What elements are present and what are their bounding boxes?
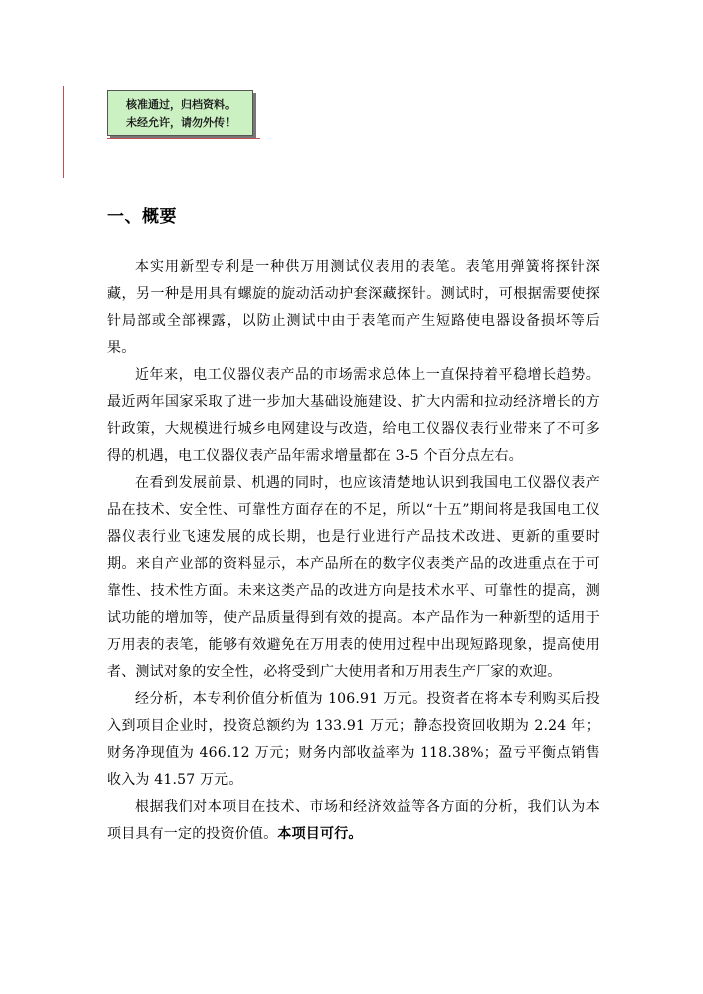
stamp-line-approved: 核准通过，归档资料。 bbox=[126, 98, 236, 111]
paragraph-financial-analysis: 经分析，本专利价值分析值为 106.91 万元。投资者在将本专利购买后投入到项目企业时，投资总额约为 133.91 万元；静态投资回收期为 2.24 年；财务净现值为 466.12 万元；财务内部收益率为 118.38%；盈亏平衡点销售收入为 41.57 万元。 bbox=[107, 691, 600, 788]
paragraph-development-outlook: 在看到发展前景、机遇的同时，也应该清楚地认识到我国电工仪器仪表产品在技术、安全性、可靠性方面存在的不足，所以“十五”期间将是我国电工仪器仪表行业飞速发展的成长期，也是行业进行产品技术改进、更新的重要时期。来自产业部的资料显示，本产品所在的数字仪表类产品的改进重点在于可靠性、技术性方面。未来这类产品的改进方向是技术水平、可靠性的提高，测试功能的增加等，使产品质量得到有效的提高。本产品作为一种新型的适用于万用表的表笔，能够有效避免在万用表的使用过程中出现短路现象，提高使用者、测试对象的安全性，必将受到广大使用者和万用表生产厂家的欢迎。 bbox=[107, 475, 600, 680]
approval-stamp-box bbox=[107, 90, 253, 136]
conclusion-text: 根据我们对本项目在技术、市场和经济效益等各方面的分析，我们认为本项目具有一定的投资价值。 bbox=[107, 799, 600, 842]
stamp-line-confidential: 未经允许，请勿外传！ bbox=[126, 116, 236, 129]
section-heading-overview: 一、概要 bbox=[107, 207, 177, 227]
paragraph-market-demand: 近年来，电工仪器仪表产品的市场需求总体上一直保持着平稳增长趋势。最近两年国家采取了进一步加大基础设施建设、扩大内需和拉动经济增长的方针政策，大规模进行城乡电网建设与改造，给电工仪器仪表行业带来了不可多得的机遇，电工仪器仪表产品年需求增量都在 3-5 个百分点左右。 bbox=[107, 367, 600, 464]
paragraph-conclusion bbox=[107, 794, 600, 848]
left-margin-rule bbox=[63, 86, 64, 178]
document-body bbox=[107, 254, 600, 848]
conclusion-verdict: 本项目可行。 bbox=[277, 826, 363, 842]
stamp-underline-rule bbox=[107, 138, 260, 139]
paragraph-product-intro: 本实用新型专利是一种供万用测试仪表用的表笔。表笔用弹簧将探针深藏，另一种是用具有螺旋的旋动活动护套深藏探针。测试时，可根据需要使探针局部或全部裸露，以防止测试中由于表笔而产生短路使电器设备损坏等后果。 bbox=[107, 259, 600, 356]
